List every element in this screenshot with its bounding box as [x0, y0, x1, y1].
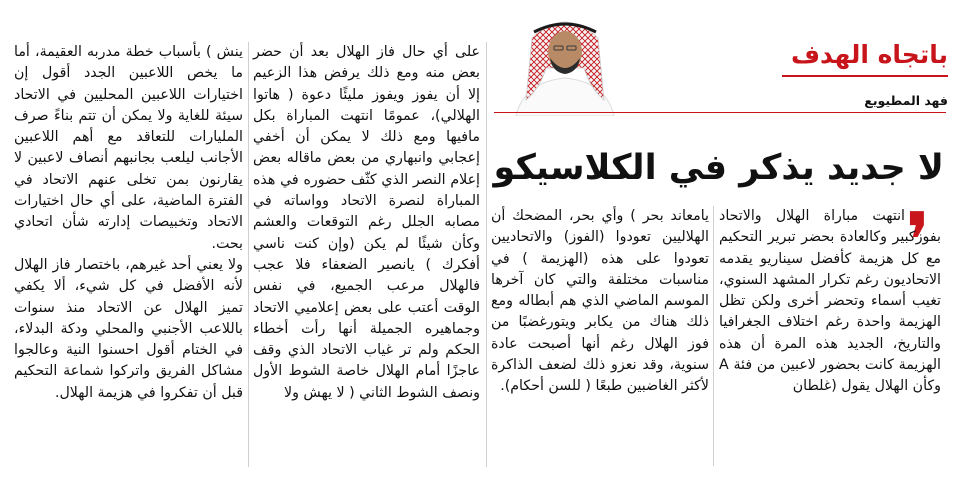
column-divider — [486, 42, 487, 467]
article-paragraph: على أي حال فاز الهلال بعد أن حضر بعض منه ومع ذلك يرفض هذا الزعيم إلا أن يفوز ويفوز مليئًا دعوة ( هاتوا الهلالي)، عمومًا انتهت المباراة بكل مافيها ومع ذلك لا يمكن أن أخفي إعجابي وانبهاري من بعض ماقاله بعض إعلام النصر الذي كثّف حضوره في هذه المباراة لنصرة الاتحاد وواساته في مصابه الجلل رغم التوقعات والعشم وكأن شيئًا لم يكن (وإن كنت ناسي أفكرك ) يانصير الضعفاء فلا عجب فالهلال مرعب الجميع، في نفس الوقت أعتب على بعض إعلاميي الاتحاد وجماهيره الجميلة أنها رأت أخطاء الحكم ولم تر غياب الاتحاد الذي وقف عاجزًا أمام الهلال خاصة الشوط الأول ونصف الشوط الثاني ( لا يهش ولا — [253, 44, 480, 401]
header-rule — [494, 112, 946, 113]
article-paragraph: ولا يعني أحد غيرهم، باختصار فاز الهلال لأنه الأفضل في كل شيء، ألا يكفي تميز الهلال عن الاتحاد منذ سنوات باللاعب الأجنبي والمحلي ودكة البدلاء، في الختام أقول احسنوا النية وعالجوا مشاكل الفريق واتركوا شماعة التحكيم قبل أن تفكروا في هزيمة الهلال. — [14, 256, 243, 401]
article-column-4 — [14, 42, 243, 404]
article-paragraph: ينش ) بأسباب خطة مدربه العقيمة، أما ما يخص اللاعبين الجدد أقول إن اختيارات اللاعبين المحليين في الاتحاد سيئة للغاية ولا يمكن أن تتم بناءً صرف المليارات للتعاقد مع أهم اللاعبين الأجانب ليلعب بجانبهم أنصاف لاعبين لا يقارنون بمن تخلى عنهم الاتحاد في الفترة الماضية، على أي حال اختيارات الاتحاد وتخبيصات إدارته شأن اتحادي بحت. — [14, 44, 243, 252]
opening-quote-icon: ❜ — [905, 197, 931, 287]
article-column-1 — [719, 197, 941, 398]
author-name: فهد المطيويع — [864, 93, 948, 108]
article-paragraph: انتهت مباراة الهلال والاتحاد بفوزكبير وكالعادة بحضر تبرير التحكيم مع كل هزيمة كأفضل سيناريو يقدمه الاتحاديون رغم تكرار المشهد السنوي، تغيب أسماء وتحضر أخرى ولكن تظل الهزيمة واحدة رغم اختلاف الجغرافيا والتاريخ، الجديد هذه المرة أن هذه الهزيمة كانت بحضور لاعبين من فئة A وكأن الهلال يقول (غلطان — [719, 208, 941, 395]
author-photo — [510, 8, 620, 116]
article-paragraph: يامعاند بحر ) وأي بحر، المضحك أن الهلاليين تعودوا (الفوز) والاتحاديين تعودوا على هذه (الهزيمة ) في مناسبات مختلفة والتي كان آخرها الموسم الماضي الذي هم أبطاله ومع ذلك هناك من يكابر ويتورغضبًا من فوز الهلال رغم أنها أصبحت عادة سنوية، وقد نعزو ذلك لضعف الذاكرة لأكثر الغاضبين طبعًا ( للسن أحكام). — [491, 208, 709, 395]
column-name: باتجاه الهدف — [782, 40, 948, 77]
column-divider — [248, 42, 249, 467]
article-column-3 — [253, 42, 480, 404]
column-divider — [713, 206, 714, 466]
article-column-2 — [491, 206, 709, 398]
headline: لا جديد يذكر في الكلاسيكو — [493, 148, 944, 188]
